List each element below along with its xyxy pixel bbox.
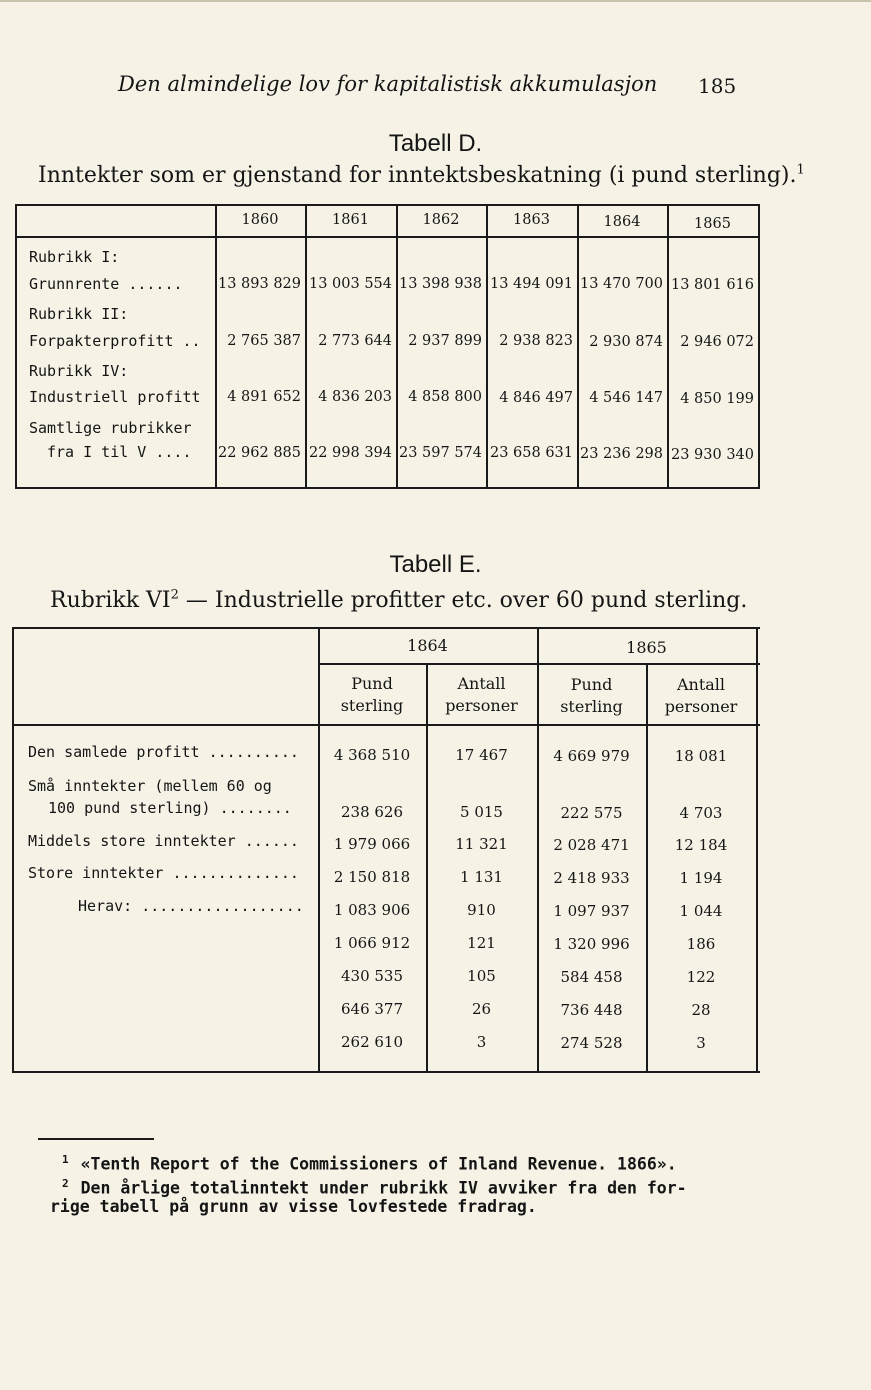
column-header (537, 674, 646, 718)
table-rule (15, 236, 760, 238)
table-cell: 13 398 938 (398, 276, 482, 292)
table-cell: 2 150 818 (333, 868, 411, 886)
table-e-caption-pre: Rubrikk VI (50, 588, 171, 613)
year-header: 1865 (626, 638, 667, 657)
table-cell: 5 015 (460, 803, 503, 821)
table-cell: 2 773 644 (318, 333, 392, 349)
year-header: 1864 (407, 636, 448, 655)
table-cell: 23 930 340 (670, 447, 754, 463)
table-cell: 274 528 (560, 1034, 623, 1052)
table-cell: 3 (476, 1033, 487, 1051)
table-e-caption-post: — Industrielle profitter etc. over 60 pund sterling. (178, 588, 748, 613)
year-header: 1862 (422, 212, 460, 228)
table-cell: 1 194 (679, 869, 723, 887)
footnote-2-continuation: rige tabell på grunn av visse lovfestede fradrag. (50, 1197, 537, 1216)
table-cell: 2 028 471 (553, 836, 630, 854)
table-cell: 4 846 497 (499, 390, 573, 406)
running-header (118, 72, 768, 96)
footnote-text: «Tenth Report of the Commissioners of Inland Revenue. 1866». (80, 1154, 677, 1174)
table-rule (758, 204, 760, 488)
table-cell: 2 937 899 (408, 333, 482, 349)
table-rule (15, 487, 760, 489)
page-number: 185 (698, 74, 737, 98)
table-e (12, 627, 760, 1073)
footnote-1 (62, 1153, 677, 1174)
row-label: Den samlede profitt .......... (28, 743, 299, 761)
column-header-line: Pund (351, 674, 393, 693)
table-cell: 4 546 147 (589, 390, 663, 406)
table-cell: 13 470 700 (579, 276, 663, 292)
table-cell: 2 946 072 (680, 334, 754, 350)
row-label: Små inntekter (mellem 60 og (28, 777, 272, 795)
table-cell: 23 236 298 (579, 446, 663, 462)
row-label: Grunnrente ...... (29, 275, 183, 293)
table-cell: 17 467 (455, 746, 508, 764)
column-header-line: personer (664, 697, 738, 716)
table-cell: 1 320 996 (553, 935, 630, 953)
column-header (426, 673, 537, 717)
table-cell: 18 081 (674, 747, 728, 765)
table-cell: 4 703 (679, 804, 723, 822)
table-d-caption-text: Inntekter som er gjenstand for inntektsbeskatning (i pund sterling). (38, 163, 797, 188)
row-label: fra I til V .... (47, 443, 192, 461)
year-header: 1861 (332, 212, 369, 228)
year-header: 1863 (513, 212, 550, 228)
table-cell: 1 097 937 (553, 902, 630, 920)
column-header-line: personer (445, 696, 518, 715)
table-cell: 12 184 (674, 836, 728, 854)
footnote-ref-2: 2 (170, 587, 179, 603)
column-header-line: Pund (570, 675, 613, 694)
column-header (646, 674, 756, 718)
row-label: Store inntekter .............. (28, 864, 299, 882)
table-cell: 736 448 (560, 1001, 623, 1019)
table-d-heading: Tabell D. (388, 130, 483, 157)
table-cell: 4 669 979 (553, 747, 630, 765)
table-cell: 105 (467, 967, 496, 985)
page-edge (0, 0, 871, 2)
column-header (318, 673, 426, 717)
table-cell: 4 836 203 (318, 389, 392, 405)
table-cell: 1 044 (679, 902, 723, 920)
row-label-group: Rubrikk I: (29, 248, 120, 266)
table-cell: 11 321 (455, 835, 508, 853)
table-cell: 222 575 (560, 804, 623, 822)
table-cell: 28 (691, 1001, 711, 1019)
footnote-text: Den årlige totalinntekt under rubrikk IV avviker fra den for- (80, 1178, 687, 1198)
footnote-mark: 1 (62, 1153, 69, 1166)
table-rule (15, 204, 760, 206)
table-cell: 2 418 933 (553, 869, 630, 887)
table-cell: 262 610 (340, 1033, 404, 1051)
table-cell: 22 998 394 (308, 445, 392, 461)
footnote-rule (38, 1138, 154, 1140)
table-cell: 2 930 874 (589, 334, 663, 350)
table-cell: 186 (686, 935, 716, 953)
table-e-caption (50, 588, 747, 613)
row-label-group: Samtlige rubrikker (29, 419, 192, 437)
table-cell: 13 003 554 (308, 276, 392, 292)
table-cell: 13 801 616 (670, 277, 754, 293)
column-header-line: Antall (676, 675, 726, 694)
row-label-group: Rubrikk II: (29, 305, 129, 323)
row-label-group: Rubrikk IV: (29, 362, 129, 380)
column-header-line: Antall (457, 674, 506, 693)
table-cell: 121 (467, 934, 496, 952)
table-rule (12, 1071, 760, 1073)
table-rule (318, 663, 760, 665)
table-cell: 910 (467, 901, 496, 919)
table-cell: 23 658 631 (489, 445, 573, 461)
row-label: Industriell profitt (29, 388, 201, 406)
table-cell: 1 083 906 (333, 901, 411, 919)
footnote-2 (62, 1177, 687, 1198)
table-cell: 1 979 066 (333, 835, 411, 853)
column-header-line: sterling (340, 696, 404, 715)
table-rule (12, 627, 760, 629)
table-cell: 13 494 091 (489, 276, 573, 292)
table-cell: 3 (696, 1034, 706, 1052)
table-cell: 4 850 199 (680, 391, 754, 407)
footnote-ref-1: 1 (796, 162, 805, 178)
table-d (15, 204, 760, 488)
table-cell: 22 962 885 (217, 445, 301, 461)
table-cell: 584 458 (560, 968, 623, 986)
table-cell: 122 (686, 968, 716, 986)
table-cell: 13 893 829 (217, 276, 301, 292)
table-e-heading: Tabell E. (389, 551, 482, 578)
table-cell: 26 (471, 1000, 492, 1018)
year-header: 1860 (241, 212, 279, 228)
table-cell: 4 891 652 (227, 389, 301, 405)
table-cell: 2 765 387 (227, 333, 301, 349)
table-d-caption (38, 163, 805, 188)
table-cell: 23 597 574 (398, 445, 482, 461)
table-cell: 1 131 (460, 868, 503, 886)
table-cell: 430 535 (340, 967, 404, 985)
row-label: Herav: .................. (78, 897, 304, 915)
table-cell: 646 377 (340, 1000, 404, 1018)
table-cell: 238 626 (340, 803, 404, 821)
table-cell: 2 938 823 (499, 333, 573, 349)
table-rule (12, 724, 760, 726)
row-label: 100 pund sterling) ........ (48, 799, 292, 817)
table-cell: 1 066 912 (333, 934, 411, 952)
footnote-mark: 2 (62, 1177, 69, 1190)
table-rule (756, 627, 758, 1073)
year-header: 1864 (603, 214, 641, 230)
row-label: Middels store inntekter ...... (28, 832, 299, 850)
table-cell: 4 368 510 (333, 746, 411, 764)
table-cell: 4 858 800 (408, 389, 482, 405)
year-header: 1865 (694, 216, 731, 232)
running-title: Den almindelige lov for kapitalistisk akkumulasjon (118, 72, 658, 96)
row-label: Forpakterprofitt .. (29, 332, 201, 350)
table-rule (15, 204, 17, 488)
table-rule (12, 627, 14, 1073)
column-header-line: sterling (560, 697, 623, 716)
